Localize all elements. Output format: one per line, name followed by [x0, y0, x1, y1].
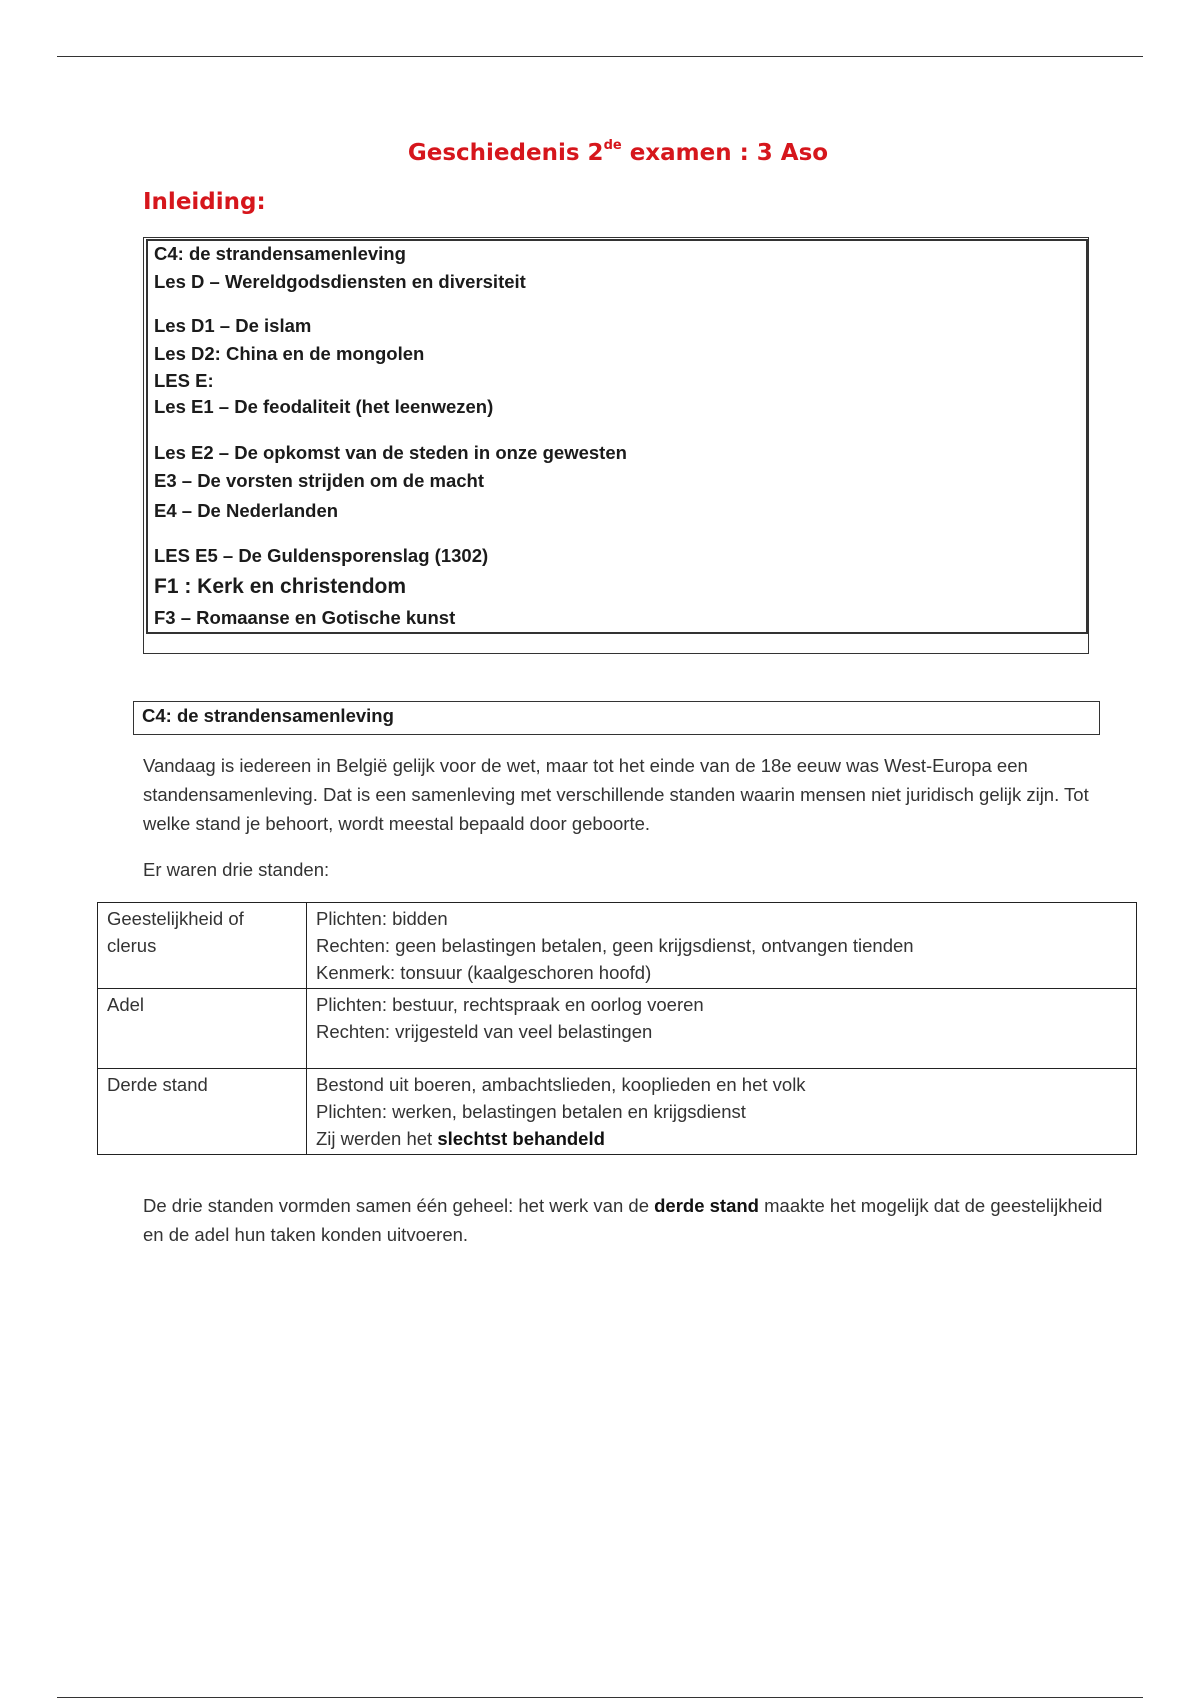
toc-item: E4 – De Nederlanden — [154, 500, 339, 521]
standen-table — [97, 902, 1137, 1155]
conclusion-paragraph — [143, 1191, 1103, 1249]
stand-details-cell — [307, 1069, 1137, 1155]
document-title — [0, 140, 1200, 166]
table-row — [98, 989, 1137, 1069]
conclusion-part2: maakte het mogelijk dat de geestelijkheid en de adel hun taken konden uitvoeren. — [143, 1195, 1103, 1245]
detail-line: Bestond uit boeren, ambachtslieden, kooplieden en het volk — [316, 1074, 806, 1095]
title-suffix: examen : 3 Aso — [621, 140, 829, 166]
toc-item: C4: de strandensamenleving — [154, 243, 406, 264]
toc-item: Les D2: China en de mongolen — [154, 343, 425, 364]
detail-line — [316, 1125, 1127, 1152]
intro-paragraph: Vandaag is iedereen in België gelijk voor de wet, maar tot het einde van de 18e eeuw was West-Europa een standensamenleving. Dat is een samenleving met verschillende standen waarin mensen niet juridisch gelijk zijn. Tot welke stand je behoort, wordt meestal bepaald door geboorte. — [143, 755, 1089, 834]
detail-line: Plichten: bidden — [316, 908, 448, 929]
table-row — [98, 903, 1137, 989]
stand-name-cell: Geestelijkheid of clerus — [98, 903, 307, 989]
toc-item: Les D1 – De islam — [154, 315, 312, 336]
title-prefix: Geschiedenis 2 — [407, 140, 604, 166]
stand-details-cell — [307, 903, 1137, 989]
toc-item: E3 – De vorsten strijden om de macht — [154, 470, 485, 491]
detail-line: Kenmerk: tonsuur (kaalgeschoren hoofd) — [316, 962, 652, 983]
detail-line: Plichten: werken, belastingen betalen en krijgsdienst — [316, 1101, 746, 1122]
toc-item: LES E5 – De Guldensporenslag (1302) — [154, 545, 489, 566]
stand-name-cell: Derde stand — [98, 1069, 307, 1155]
footer-rule — [57, 1697, 1143, 1698]
detail-line: Rechten: vrijgesteld van veel belastingen — [316, 1021, 653, 1042]
section-heading: C4: de strandensamenleving — [142, 705, 394, 726]
conclusion-part1: De drie standen vormden samen één geheel: het werk van de — [143, 1195, 655, 1216]
toc-item: F3 – Romaanse en Gotische kunst — [154, 607, 456, 628]
intro-heading: Inleiding: — [143, 189, 266, 215]
table-row — [98, 1069, 1137, 1155]
detail-emphasis: slechtst behandeld — [437, 1128, 605, 1149]
toc-item: LES E: — [154, 370, 214, 391]
standen-intro: Er waren drie standen: — [143, 859, 330, 880]
title-superscript: de — [603, 138, 622, 154]
conclusion-emphasis: derde stand — [654, 1195, 759, 1216]
detail-line: Rechten: geen belastingen betalen, geen krijgsdienst, ontvangen tienden — [316, 935, 914, 956]
stand-name-cell: Adel — [98, 989, 307, 1069]
detail-prefix: Zij werden het — [316, 1128, 438, 1149]
toc-item: F1 : Kerk en christendom — [154, 575, 407, 598]
header-rule — [57, 56, 1143, 57]
toc-item: Les E1 – De feodaliteit (het leenwezen) — [154, 396, 494, 417]
toc-item: Les D – Wereldgodsdiensten en diversiteit — [154, 271, 526, 292]
stand-details-cell — [307, 989, 1137, 1069]
detail-line: Plichten: bestuur, rechtspraak en oorlog voeren — [316, 994, 704, 1015]
toc-item: Les E2 – De opkomst van de steden in onze gewesten — [154, 442, 627, 463]
